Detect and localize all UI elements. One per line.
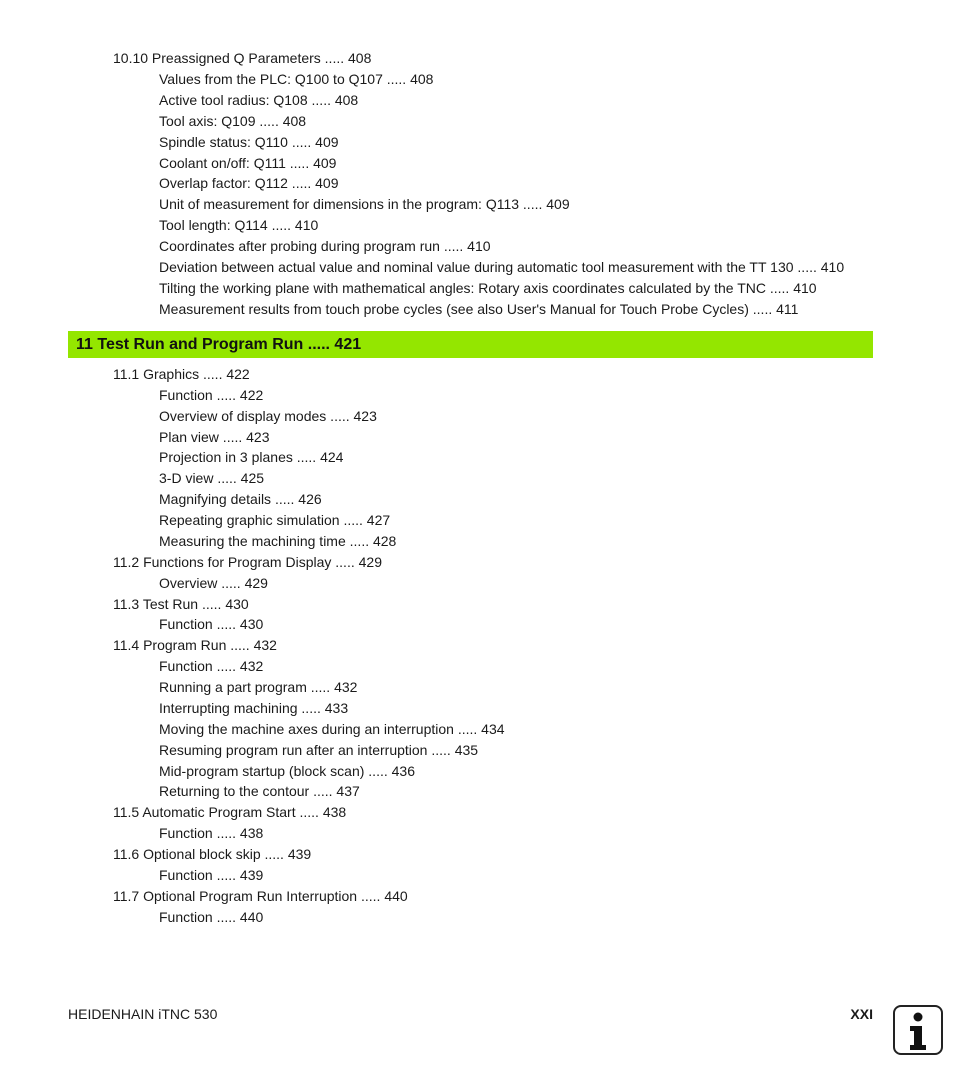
toc-section-entry[interactable]: 11.2 Functions for Program Display ..... 429 [113, 553, 382, 570]
toc-subsection-entry[interactable]: Plan view ..... 423 [159, 428, 270, 445]
toc-subsection-entry[interactable]: Spindle status: Q110 ..... 409 [159, 133, 339, 150]
toc-subsection-entry[interactable]: Function ..... 440 [159, 908, 264, 925]
toc-subsection-entry[interactable]: Function ..... 432 [159, 658, 264, 675]
toc-subsection-entry[interactable]: Measurement results from touch probe cycles (see also User's Manual for Touch Probe Cycles) ..... 411 [159, 300, 799, 317]
toc-section-entry[interactable]: 11.7 Optional Program Run Interruption ..... 440 [113, 887, 408, 904]
toc-section-entry[interactable]: 11.6 Optional block skip ..... 439 [113, 846, 312, 862]
chapter-title: 11 Test Run and Program Run ..... 421 [76, 336, 362, 353]
toc-subsection-entry[interactable]: Function ..... 430 [159, 616, 264, 633]
toc-subsection-entry[interactable]: Function ..... 438 [159, 825, 264, 842]
toc-section-entry[interactable]: 11.4 Program Run ..... 432 [113, 637, 277, 654]
toc-section-entry[interactable]: 11.1 Graphics ..... 422 [113, 366, 250, 382]
toc-subsection-entry[interactable]: Moving the machine axes during an interruption ..... 434 [159, 720, 505, 737]
toc-subsection-entry[interactable]: Function ..... 422 [159, 386, 264, 403]
toc-subsection-entry[interactable]: Deviation between actual value and nominal value during automatic tool measurement with the TT 130 ..... 410 [159, 259, 845, 275]
toc-subsection-entry[interactable]: Function ..... 439 [159, 866, 264, 883]
toc-subsection-entry[interactable]: Projection in 3 planes ..... 424 [159, 449, 344, 466]
chapter-banner [68, 331, 873, 358]
toc-subsection-entry[interactable]: 3-D view ..... 425 [159, 470, 265, 487]
footer-product-name: HEIDENHAIN iTNC 530 [68, 1006, 218, 1022]
toc-subsection-entry[interactable]: Values from the PLC: Q100 to Q107 ..... 408 [159, 70, 434, 87]
toc-section-entry[interactable]: 11.5 Automatic Program Start ..... 438 [113, 804, 347, 821]
toc-subsection-entry[interactable]: Running a part program ..... 432 [159, 679, 358, 696]
toc-subsection-entry[interactable]: Overview of display modes ..... 423 [159, 407, 377, 424]
toc-subsection-entry[interactable]: Coordinates after probing during program run ..... 410 [159, 238, 491, 255]
toc-subsection-entry[interactable]: Tilting the working plane with mathematical angles: Rotary axis coordinates calculated by the TNC ..... 410 [159, 279, 817, 296]
toc-subsection-entry[interactable]: Active tool radius: Q108 ..... 408 [159, 91, 359, 108]
info-icon [893, 1005, 943, 1055]
toc-subsection-entry[interactable]: Returning to the contour ..... 437 [159, 783, 360, 800]
toc-subsection-entry[interactable]: Magnifying details ..... 426 [159, 491, 322, 508]
toc-subsection-entry[interactable]: Resuming program run after an interruption ..... 435 [159, 741, 479, 758]
footer-page-number: XXI [850, 1006, 873, 1022]
toc-section-entry[interactable]: 11.3 Test Run ..... 430 [113, 595, 249, 612]
toc-subsection-entry[interactable]: Overview ..... 429 [159, 574, 268, 591]
toc-section-entry[interactable]: 10.10 Preassigned Q Parameters ..... 408 [113, 50, 372, 66]
toc-subsection-entry[interactable]: Measuring the machining time ..... 428 [159, 532, 397, 549]
toc-subsection-entry[interactable]: Coolant on/off: Q111 ..... 409 [159, 154, 337, 171]
toc-subsection-entry[interactable]: Interrupting machining ..... 433 [159, 699, 349, 716]
toc-subsection-entry[interactable]: Mid-program startup (block scan) ..... 436 [159, 762, 415, 779]
toc-subsection-entry[interactable]: Tool length: Q114 ..... 410 [159, 217, 319, 234]
toc-subsection-entry[interactable]: Tool axis: Q109 ..... 408 [159, 112, 307, 129]
toc-subsection-entry[interactable]: Overlap factor: Q112 ..... 409 [159, 175, 339, 192]
toc-subsection-entry[interactable]: Unit of measurement for dimensions in the program: Q113 ..... 409 [159, 196, 570, 213]
toc-subsection-entry[interactable]: Repeating graphic simulation ..... 427 [159, 512, 391, 529]
